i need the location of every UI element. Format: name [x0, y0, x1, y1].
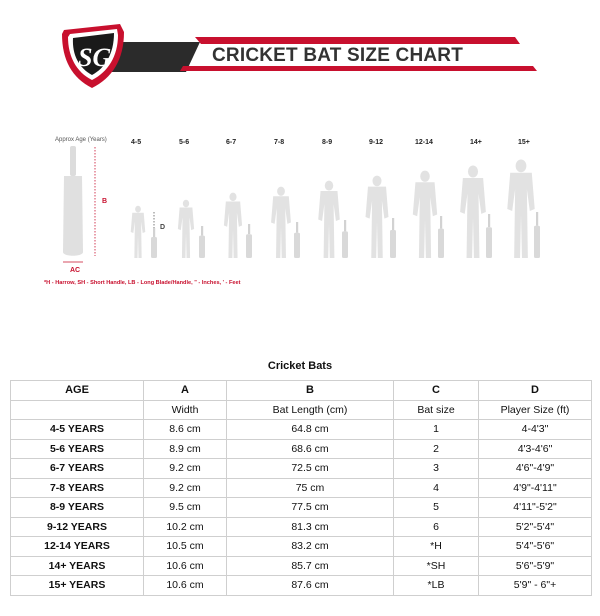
sg-logo	[62, 24, 124, 88]
cell-player-size: 4'9"-4'11"	[479, 478, 592, 498]
cell-bat-size: 4	[394, 478, 479, 498]
subheader-bat-size: Bat size	[394, 400, 479, 420]
bat-handle	[296, 222, 298, 233]
cell-bat-length: 77.5 cm	[227, 498, 394, 518]
cell-bat-size: *LB	[394, 576, 479, 596]
age-label-14-plus: 14+	[470, 139, 482, 146]
cell-bat-length: 75 cm	[227, 478, 394, 498]
bat-handle	[392, 218, 394, 230]
bat-blade	[534, 226, 540, 258]
cell-width: 10.6 cm	[144, 556, 227, 576]
subheader-width: Width	[144, 400, 227, 420]
cell-age: 12-14 YEARS	[11, 537, 144, 557]
player-figure	[507, 160, 540, 258]
player-head	[183, 200, 189, 208]
cell-player-size: 4'6"-4'9"	[479, 459, 592, 479]
cell-bat-length: 87.6 cm	[227, 576, 394, 596]
player-head	[135, 206, 141, 213]
bat-handle	[201, 226, 203, 236]
player-figure	[413, 171, 444, 258]
player-body	[224, 201, 242, 258]
player-head	[229, 193, 236, 201]
age-label-8-9: 8-9	[322, 139, 333, 146]
player-figure	[178, 200, 205, 258]
age-label-9-12: 9-12	[369, 139, 384, 146]
player-head	[277, 187, 285, 196]
age-label-15-plus: 15+	[518, 139, 530, 146]
col-header-c: C	[394, 381, 479, 401]
col-header-a: A	[144, 381, 227, 401]
cell-width: 10.6 cm	[144, 576, 227, 596]
player-figure	[131, 206, 157, 258]
cell-width: 10.2 cm	[144, 517, 227, 537]
cell-age: 5-6 YEARS	[11, 439, 144, 459]
player-body	[460, 178, 486, 258]
cell-width: 10.5 cm	[144, 537, 227, 557]
player-head	[325, 181, 333, 191]
cell-age: 15+ YEARS	[11, 576, 144, 596]
cell-bat-length: 85.7 cm	[227, 556, 394, 576]
reference-bat	[63, 146, 107, 274]
player-head	[468, 166, 478, 178]
col-header-d: D	[479, 381, 592, 401]
table-row	[11, 420, 592, 440]
player-body	[271, 196, 291, 258]
bat-blade	[199, 236, 205, 258]
player-figure	[460, 166, 492, 258]
cell-bat-length: 64.8 cm	[227, 420, 394, 440]
bat-blade	[438, 229, 444, 258]
player-figure	[224, 193, 252, 258]
size-diagram	[44, 137, 540, 286]
cell-age: 7-8 YEARS	[11, 478, 144, 498]
age-label-5-6: 5-6	[179, 139, 190, 146]
cell-width: 8.6 cm	[144, 420, 227, 440]
cell-bat-size: 5	[394, 498, 479, 518]
bat-blade	[294, 233, 300, 258]
cell-width: 9.2 cm	[144, 478, 227, 498]
page-title: CRICKET BAT SIZE CHART	[212, 45, 464, 66]
approx-age-label: Approx Age (Years)	[55, 137, 107, 143]
age-label-6-7: 6-7	[226, 139, 237, 146]
cell-bat-length: 68.6 cm	[227, 439, 394, 459]
dim-b-label: B	[102, 198, 108, 205]
table-row	[11, 576, 592, 596]
footnote: *H - Harrow, SH - Short Handle, LB - Long Blade/Handle, " - Inches, ' - Feet	[44, 280, 241, 286]
bat-blade	[342, 231, 348, 258]
header-banner	[100, 37, 537, 72]
table-header-row	[11, 381, 592, 401]
cell-bat-size: 2	[394, 439, 479, 459]
bat-handle	[153, 228, 155, 237]
cell-player-size: 4'11"-5'2"	[479, 498, 592, 518]
cell-bat-length: 81.3 cm	[227, 517, 394, 537]
cell-bat-size: 6	[394, 517, 479, 537]
cell-bat-size: 1	[394, 420, 479, 440]
col-header-age: AGE	[11, 381, 144, 401]
cell-width: 8.9 cm	[144, 439, 227, 459]
bat-handle	[440, 216, 442, 229]
bat-blade	[390, 230, 396, 258]
bat-blade	[486, 227, 492, 258]
logo-text: SG	[78, 43, 112, 72]
player-figure	[366, 176, 396, 258]
cell-player-size: 4'3-4'6"	[479, 439, 592, 459]
cell-bat-size: *SH	[394, 556, 479, 576]
player-body	[131, 213, 146, 258]
cell-bat-length: 83.2 cm	[227, 537, 394, 557]
bat-blade	[151, 237, 157, 258]
player-head	[516, 160, 527, 173]
player-head	[372, 176, 381, 187]
age-group-labels	[131, 139, 530, 146]
player-body	[507, 173, 534, 258]
bat-blade	[246, 234, 252, 258]
player-body	[366, 187, 389, 258]
table-row	[11, 517, 592, 537]
subheader-player-size: Player Size (ft)	[479, 400, 592, 420]
cell-age: 4-5 YEARS	[11, 420, 144, 440]
subheader-bat-length: Bat Length (cm)	[227, 400, 394, 420]
cell-age: 14+ YEARS	[11, 556, 144, 576]
cell-player-size: 5'9" - 6"+	[479, 576, 592, 596]
player-body	[413, 182, 437, 258]
bat-handle	[488, 214, 490, 227]
bat-handle	[248, 224, 250, 234]
player-head	[420, 171, 430, 182]
dim-d-label: D	[160, 224, 166, 231]
subheader-age	[11, 400, 144, 420]
table-row	[11, 478, 592, 498]
table-row	[11, 556, 592, 576]
table-title: Cricket Bats	[267, 360, 333, 372]
age-label-4-5: 4-5	[131, 139, 142, 146]
player-figure	[318, 181, 348, 258]
bat-size-table	[10, 380, 592, 596]
cell-player-size: 5'4"-5'6"	[479, 537, 592, 557]
cell-player-size: 4-4'3"	[479, 420, 592, 440]
cell-width: 9.2 cm	[144, 459, 227, 479]
cell-bat-size: *H	[394, 537, 479, 557]
cell-bat-size: 3	[394, 459, 479, 479]
cell-age: 8-9 YEARS	[11, 498, 144, 518]
cell-age: 9-12 YEARS	[11, 517, 144, 537]
cell-age: 6-7 YEARS	[11, 459, 144, 479]
player-body	[318, 191, 340, 258]
table-subheader-row	[11, 400, 592, 420]
bat-handle	[344, 220, 346, 231]
player-figures	[131, 160, 540, 258]
age-label-12-14: 12-14	[415, 139, 433, 146]
table-row	[11, 459, 592, 479]
table-row	[11, 537, 592, 557]
bat-handle	[536, 212, 538, 226]
cell-player-size: 5'6"-5'9"	[479, 556, 592, 576]
table-row	[11, 439, 592, 459]
col-header-b: B	[227, 381, 394, 401]
table-row	[11, 498, 592, 518]
age-label-7-8: 7-8	[274, 139, 285, 146]
player-figure	[271, 187, 300, 258]
dim-ac-label: AC	[70, 267, 81, 274]
cell-player-size: 5'2"-5'4"	[479, 517, 592, 537]
cell-width: 9.5 cm	[144, 498, 227, 518]
player-body	[178, 208, 194, 258]
cell-bat-length: 72.5 cm	[227, 459, 394, 479]
